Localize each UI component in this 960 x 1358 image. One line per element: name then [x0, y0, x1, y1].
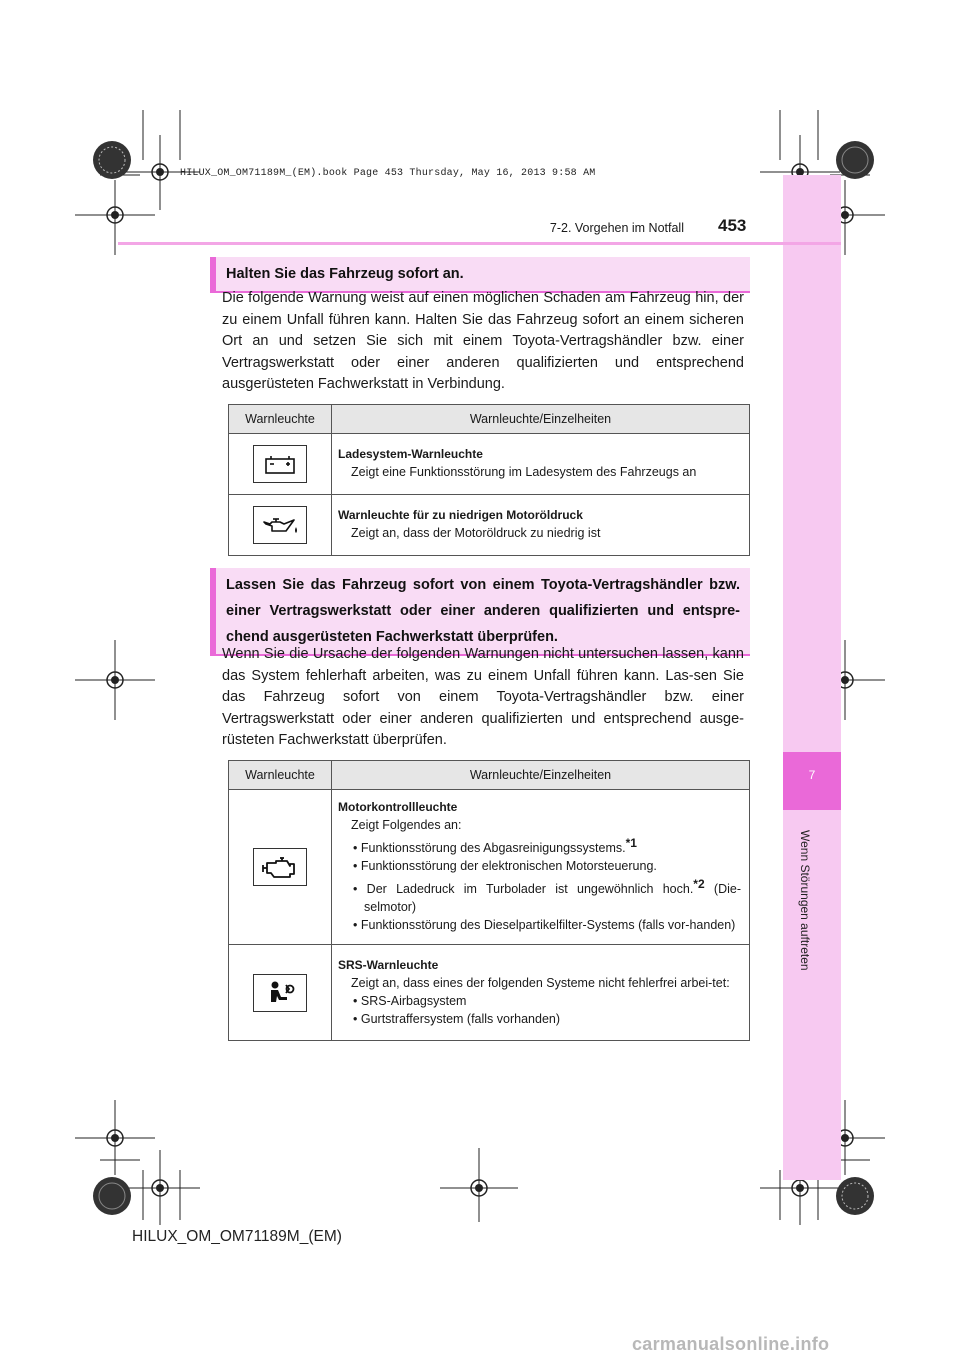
- section2-warning-table: [228, 760, 750, 1041]
- list-item: [338, 834, 741, 857]
- list-item: [338, 1010, 741, 1028]
- bullet-text: Funktionsstörung des Dieselpartikelfilter-Systems (falls vor-handen): [360, 918, 736, 933]
- warning-detail: Zeigt an, dass eines der folgenden Systeme nicht fehlerfrei arbei-tet:: [351, 975, 730, 990]
- warning-detail: Zeigt eine Funktionsstörung im Ladesystem des Fahrzeugs an: [351, 465, 697, 479]
- icon-cell: [229, 945, 332, 1041]
- column-header-warnleuchte: Warnleuchte: [229, 761, 332, 790]
- column-header-details: Warnleuchte/Einzelheiten: [332, 761, 750, 790]
- icon-cell: [229, 434, 332, 495]
- table-row: [229, 790, 750, 945]
- table-header-row: [229, 405, 750, 434]
- airbag-icon: [253, 974, 307, 1012]
- detail-cell: [332, 790, 750, 945]
- bullet-mark: •: [353, 993, 358, 1008]
- footnote-ref: *2: [693, 877, 705, 892]
- warning-title: SRS-Warnleuchte: [338, 957, 439, 972]
- detail-cell: [332, 945, 750, 1041]
- detail-cell: [332, 495, 750, 556]
- section1-heading: Halten Sie das Fahrzeug sofort an.: [210, 257, 750, 293]
- list-item: [338, 916, 741, 934]
- section2-heading: Lassen Sie das Fahrzeug sofort von einem Toyota-Vertragshändler bzw. einer Vertragswerkstatt oder einer anderen qualifizierten und entspre-chend ausgerüsteten Fachwerkstatt überprüfen.: [210, 568, 750, 656]
- bullet-text: SRS-Airbagsystem: [360, 993, 467, 1008]
- icon-cell: [229, 790, 332, 945]
- table-row: [229, 434, 750, 495]
- bullet-text: Funktionsstörung der elektronischen Motorsteuerung.: [360, 859, 657, 874]
- chapter-title: Wenn Störungen auftreten: [798, 830, 812, 971]
- table-row: [229, 495, 750, 556]
- bullet-text: Funktionsstörung des Abgasreinigungssystems.: [360, 841, 626, 856]
- table-row: [229, 945, 750, 1041]
- section2-paragraph: Wenn Sie die Ursache der folgenden Warnungen nicht untersuchen lassen, kann das System fehlerhaft arbeiten, was zu einem Unfall führen kann. Las-sen Sie das Fahrzeug sofort von einem Toyota-Vertragshändler bzw. einer Vertragswerkstatt oder einer anderen qualifizierten und entsprechend ausge-rüsteten Fachwerkstatt überprüfen.: [222, 646, 744, 749]
- page-number: 453: [718, 216, 747, 235]
- table-header-row: [229, 761, 750, 790]
- list-item: [338, 992, 741, 1010]
- warning-title: Warnleuchte für zu niedrigen Motoröldruck: [338, 508, 583, 522]
- bullet-mark: •: [353, 841, 358, 856]
- watermark: carmanualsonline.info: [632, 1334, 830, 1354]
- section1-paragraph: Die folgende Warnung weist auf einen möglichen Schaden am Fahrzeug hin, der zu einem Unfall führen kann. Halten Sie das Fahrzeug sofort an einem sicheren Ort an und setzen Sie sich mit einem Toyota-Vertragshändler bzw. einer Vertragswerkstatt oder einer anderen qualifizierten und entsprechend ausgerüsteten Fachwerkstatt in Verbindung.: [222, 290, 744, 393]
- bullet-mark: •: [353, 859, 358, 874]
- detail-cell: [332, 434, 750, 495]
- section-reference: 7-2. Vorgehen im Notfall: [549, 221, 684, 235]
- section1-warning-table: [228, 404, 750, 556]
- bullet-text: Der Ladedruck im Turbolader ist ungewöhnlich hoch.: [366, 882, 694, 897]
- bullet-text: Gurtstraffersystem (falls vorhanden): [360, 1011, 561, 1026]
- battery-icon: [253, 445, 307, 483]
- bullet-mark: •: [353, 882, 358, 897]
- icon-cell: [229, 495, 332, 556]
- header-rule: [118, 242, 841, 245]
- list-item: [338, 875, 741, 916]
- warning-intro: Zeigt Folgendes an:: [351, 818, 462, 832]
- footnote-ref: *1: [625, 836, 637, 850]
- warning-title: Motorkontrollleuchte: [338, 800, 458, 814]
- column-header-warnleuchte: Warnleuchte: [229, 405, 332, 434]
- bullet-mark: •: [353, 1011, 358, 1026]
- warning-title: Ladesystem-Warnleuchte: [338, 447, 483, 461]
- engine-icon: [253, 848, 307, 886]
- column-header-details: Warnleuchte/Einzelheiten: [332, 405, 750, 434]
- chapter-number: 7: [808, 768, 816, 782]
- footer-manual-code: HILUX_OM_OM71189M_(EM): [132, 1228, 342, 1245]
- warning-detail: Zeigt an, dass der Motoröldruck zu niedrig ist: [351, 526, 601, 540]
- list-item: [338, 857, 741, 875]
- book-info-line: HILUX_OM_OM71189M_(EM).book Page 453 Thursday, May 16, 2013 9:58 AM: [180, 168, 596, 179]
- oil-can-icon: [253, 506, 307, 544]
- chapter-side-tab: [783, 175, 841, 1180]
- bullet-mark: •: [353, 918, 358, 933]
- bullet-text-cont: (Die-selmotor): [364, 882, 741, 915]
